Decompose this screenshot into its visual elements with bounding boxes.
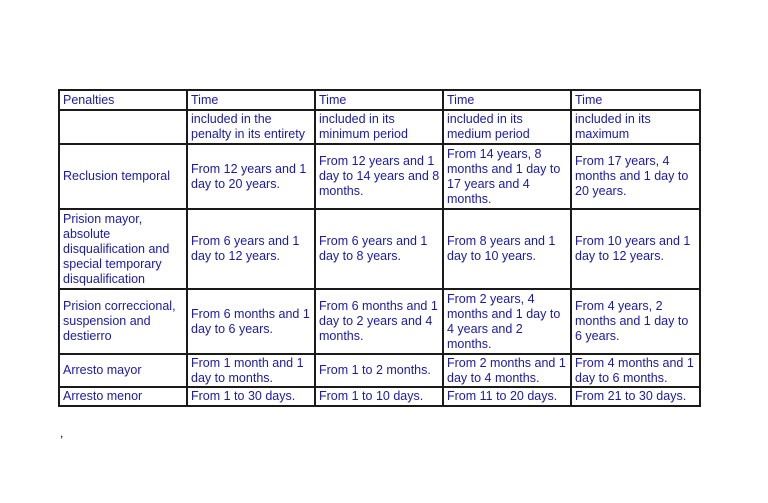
- header-time-medium: Time: [443, 90, 571, 110]
- subheader-entirety: included in the penalty in its entirety: [187, 110, 315, 144]
- cell-medium: From 14 years, 8 months and 1 day to 17 years and 4 months.: [443, 144, 571, 209]
- table-row: [59, 144, 700, 209]
- subheader-medium: included in its medium period: [443, 110, 571, 144]
- cell-medium: From 8 years and 1 day to 10 years.: [443, 209, 571, 289]
- table-row: [59, 354, 700, 387]
- cell-entirety: From 1 month and 1 day to months.: [187, 354, 315, 387]
- trailing-comma: ,: [60, 426, 64, 440]
- subheader-minimum: included in its minimum period: [315, 110, 443, 144]
- subheader-empty: [59, 110, 187, 144]
- table-row: [59, 387, 700, 406]
- cell-minimum: From 12 years and 1 day to 14 years and 8 months.: [315, 144, 443, 209]
- cell-minimum: From 6 months and 1 day to 2 years and 4 months.: [315, 289, 443, 354]
- cell-penalty: Arresto mayor: [59, 354, 187, 387]
- table-header-row: [59, 90, 700, 110]
- cell-minimum: From 1 to 2 months.: [315, 354, 443, 387]
- cell-penalty: Prision correccional, suspension and destierro: [59, 289, 187, 354]
- cell-entirety: From 6 months and 1 day to 6 years.: [187, 289, 315, 354]
- penalties-table: [58, 89, 701, 407]
- cell-minimum: From 1 to 10 days.: [315, 387, 443, 406]
- header-time-entirety: Time: [187, 90, 315, 110]
- table-row: [59, 209, 700, 289]
- header-penalties: Penalties: [59, 90, 187, 110]
- table-subheader-row: [59, 110, 700, 144]
- cell-entirety: From 1 to 30 days.: [187, 387, 315, 406]
- cell-entirety: From 6 years and 1 day to 12 years.: [187, 209, 315, 289]
- header-time-maximum: Time: [571, 90, 700, 110]
- cell-maximum: From 4 months and 1 day to 6 months.: [571, 354, 700, 387]
- cell-penalty: Prision mayor, absolute disqualification and special temporary disqualification: [59, 209, 187, 289]
- cell-entirety: From 12 years and 1 day to 20 years.: [187, 144, 315, 209]
- cell-maximum: From 17 years, 4 months and 1 day to 20 years.: [571, 144, 700, 209]
- cell-maximum: From 10 years and 1 day to 12 years.: [571, 209, 700, 289]
- cell-maximum: From 21 to 30 days.: [571, 387, 700, 406]
- subheader-maximum: included in its maximum: [571, 110, 700, 144]
- header-time-minimum: Time: [315, 90, 443, 110]
- cell-medium: From 11 to 20 days.: [443, 387, 571, 406]
- cell-medium: From 2 months and 1 day to 4 months.: [443, 354, 571, 387]
- cell-penalty: Arresto menor: [59, 387, 187, 406]
- table-row: [59, 289, 700, 354]
- cell-minimum: From 6 years and 1 day to 8 years.: [315, 209, 443, 289]
- cell-medium: From 2 years, 4 months and 1 day to 4 years and 2 months.: [443, 289, 571, 354]
- cell-maximum: From 4 years, 2 months and 1 day to 6 years.: [571, 289, 700, 354]
- cell-penalty: Reclusion temporal: [59, 144, 187, 209]
